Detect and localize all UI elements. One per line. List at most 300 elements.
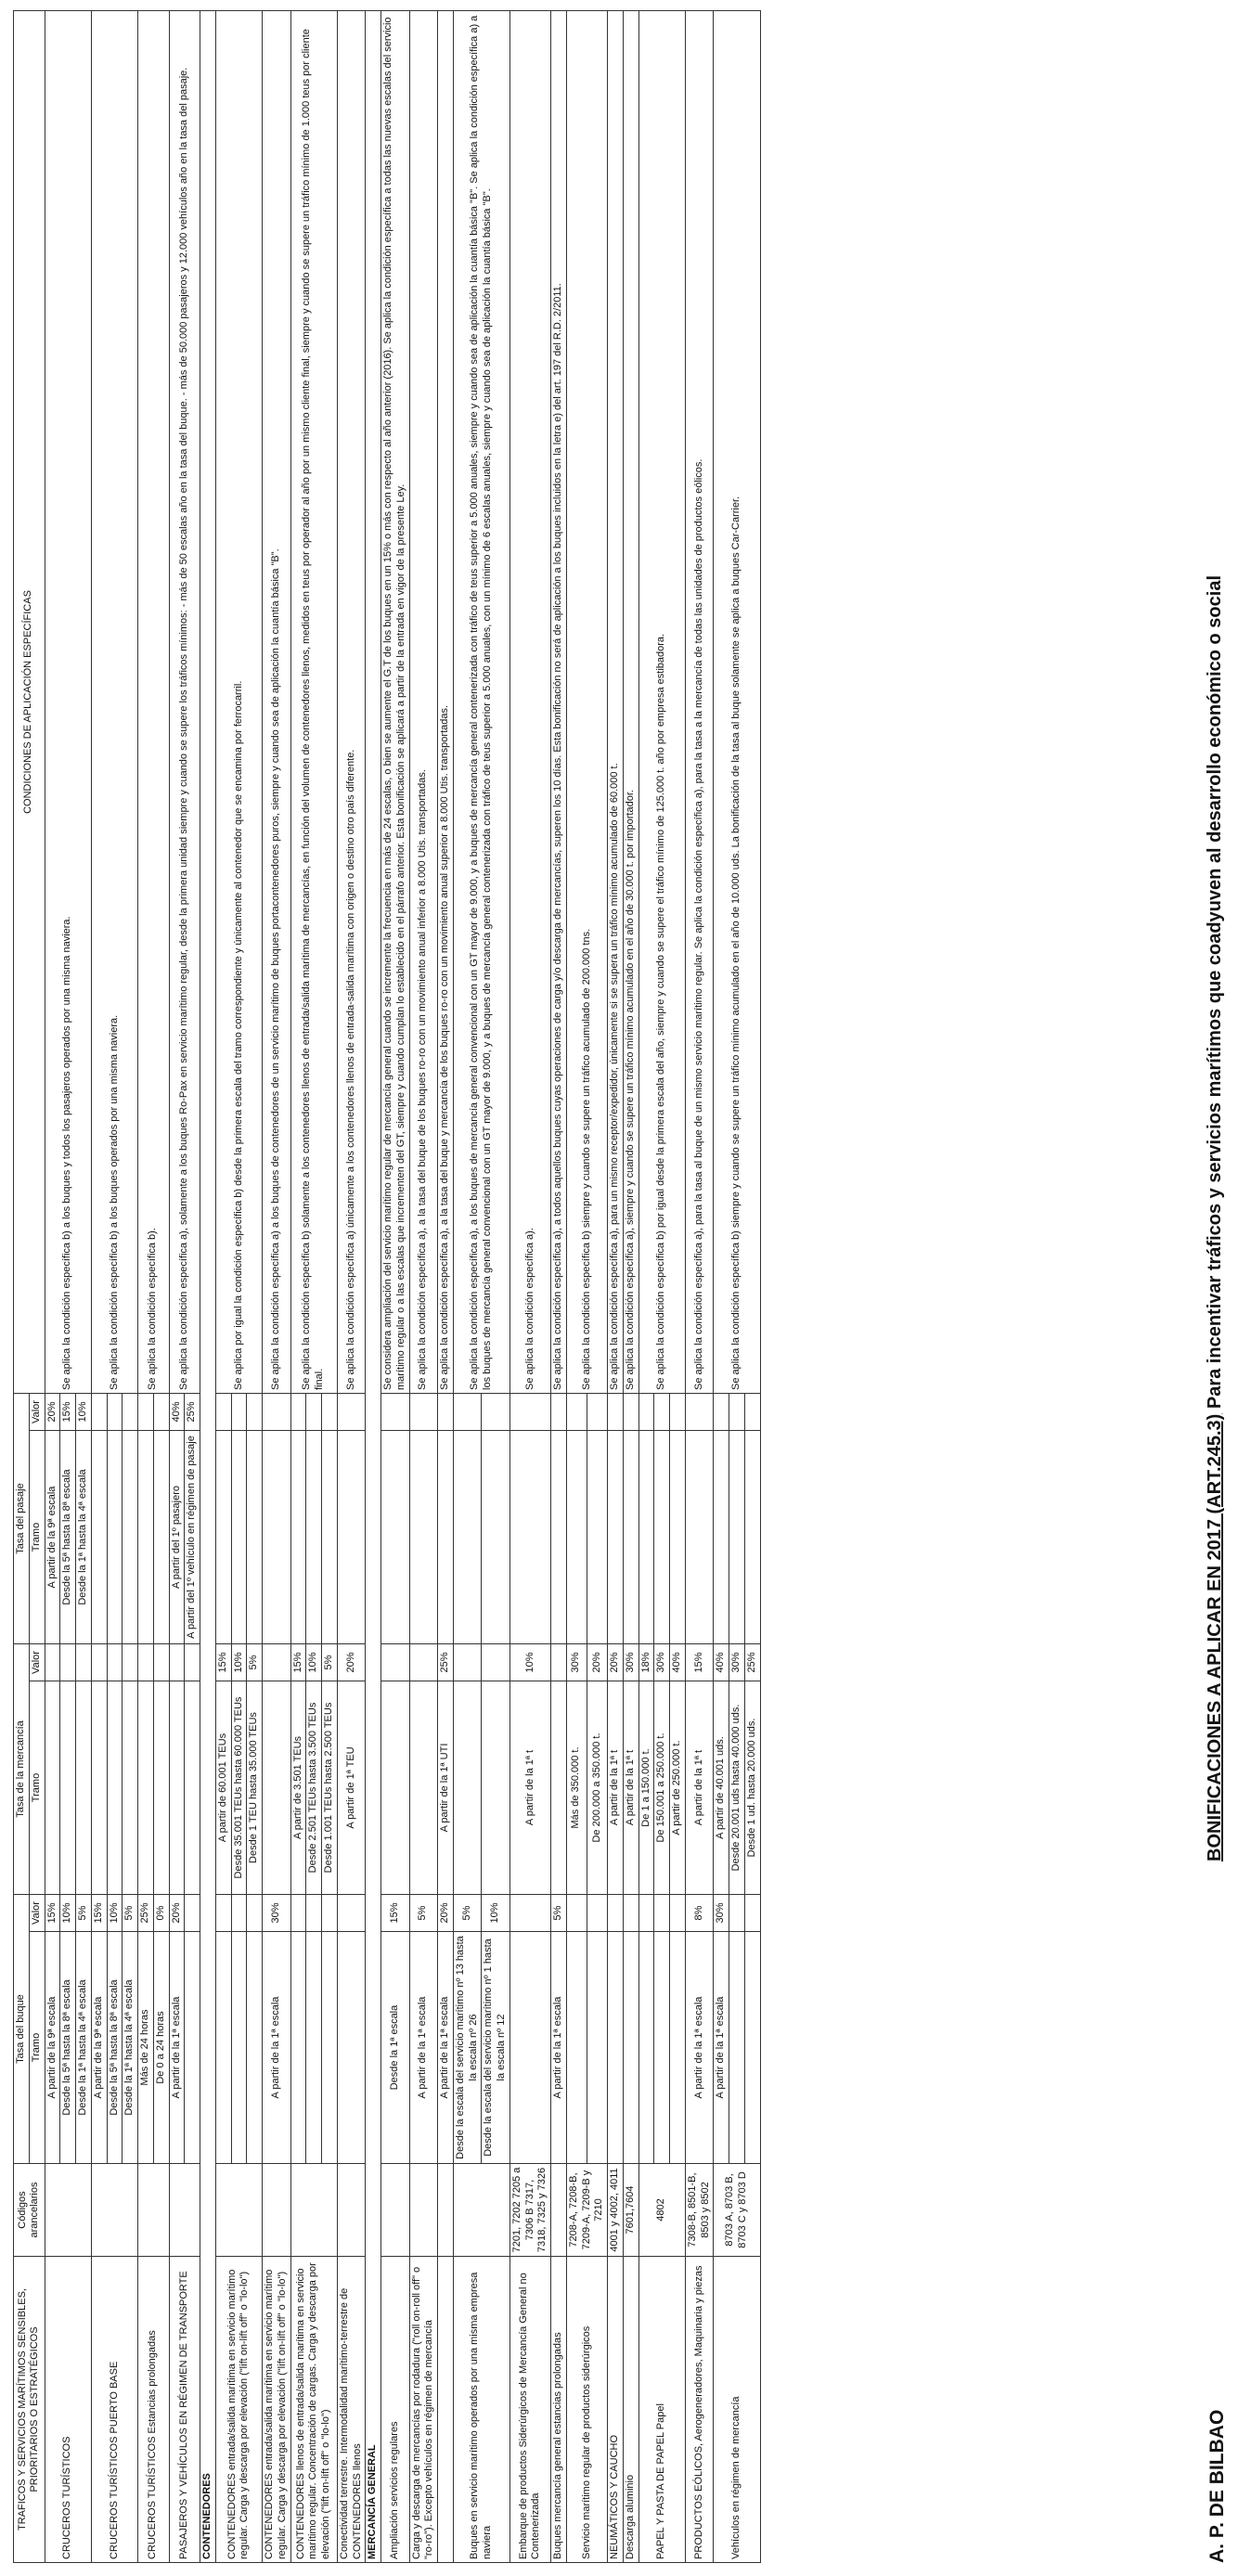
goods-tramo: Desde 20.001 uds hasta 40.000 uds. <box>729 1681 745 1895</box>
table-row <box>566 10 587 2562</box>
col-ship-fee: Tasa del buque <box>14 1895 30 2164</box>
ship-valor-empty <box>247 1895 263 1932</box>
table-row <box>45 10 60 2562</box>
goods-tramo: A partir de la 1ª t <box>509 1681 550 1895</box>
conditions-text: Se aplica la condición específica b) a los buques operados por una misma naviera. <box>91 10 137 1393</box>
table-row <box>623 10 638 2562</box>
ship-tramo: A partir de la 1ª escala <box>685 1932 714 2164</box>
goods-tramo-empty <box>381 1681 410 1895</box>
table-row <box>453 10 482 2562</box>
ship-tramo: Más de 24 horas <box>138 1932 154 2164</box>
ship-tramo-empty <box>654 1932 670 2164</box>
pass-tramo-empty <box>438 1431 454 1644</box>
goods-tramo-empty <box>263 1681 291 1895</box>
ship-tramo-empty <box>744 1932 760 2164</box>
goods-tramo: A partir de la 1ª t <box>608 1681 624 1895</box>
pass-tramo-empty <box>654 1431 670 1644</box>
ship-tramo-empty <box>322 1932 338 2164</box>
ship-valor: 15% <box>45 1895 60 1932</box>
pass-tramo-empty <box>608 1431 624 1644</box>
goods-valor: 30% <box>566 1644 587 1681</box>
ship-valor: 15% <box>91 1895 107 1932</box>
table-row <box>290 10 306 2562</box>
pass-tramo-header: Tramo <box>29 1431 45 1644</box>
pass-tramo-empty <box>566 1431 587 1644</box>
goods-valor-empty <box>263 1644 291 1681</box>
goods-tramo-empty <box>138 1681 154 1895</box>
goods-valor: 10% <box>231 1644 247 1681</box>
pass-tramo: A partir del 1º vehículo en régimen de pasaje <box>185 1431 200 1644</box>
ship-tramo-empty <box>608 1932 624 2164</box>
traffic-name: Buques mercancía general estancias prolongadas <box>551 2257 567 2563</box>
pass-valor-empty <box>729 1393 745 1430</box>
tariff-codes <box>337 2164 366 2257</box>
goods-valor: 40% <box>670 1644 686 1681</box>
pass-valor-empty <box>509 1393 550 1430</box>
pass-valor-empty <box>306 1393 322 1430</box>
col-codes: Códigos arancelarios <box>14 2164 45 2257</box>
tariff-codes <box>453 2164 509 2257</box>
goods-valor: 15% <box>685 1644 714 1681</box>
goods-valor: 25% <box>744 1644 760 1681</box>
goods-tramo-empty <box>551 1681 567 1895</box>
pass-valor-empty <box>482 1393 510 1430</box>
conditions-text: Se aplica la condición específica a), para un mismo receptor/expedidor, únicamente si se supera un tráfico mínimo acumulado de 60.000 t. <box>608 10 624 1393</box>
ship-valor: 15% <box>381 1895 410 1932</box>
pass-valor-header: Valor <box>29 1393 45 1430</box>
goods-tramo: Más de 350.000 t. <box>566 1681 587 1895</box>
ship-tramo: Desde la 1ª hasta la 4ª escala <box>123 1932 138 2164</box>
goods-tramo-empty <box>482 1681 510 1895</box>
tariff-codes <box>215 2164 262 2257</box>
goods-tramo: A partir de la 1ª t <box>685 1681 714 1895</box>
conditions-text: Se aplica la condición específica a), a la tasa del buque y mercancía de los buques ro-ro con un movimiento anual superior a 8.000 Utis. transportadas. <box>438 10 454 1393</box>
ship-tramo-empty <box>587 1932 607 2164</box>
pass-valor-empty <box>587 1393 607 1430</box>
tariff-codes: 7208-A, 7208-B, 7209-A, 7209-B y 7210 <box>566 2164 607 2257</box>
goods-valor-empty <box>381 1644 410 1681</box>
pass-tramo-empty <box>107 1431 123 1644</box>
tariff-codes: 4802 <box>638 2164 685 2257</box>
goods-valor-empty <box>409 1644 438 1681</box>
conditions-text: Se aplica la condición específica a), para la tasa al buque de un mismo servicio marítimo regular. Se aplica la condición específica a), para la tasa a la mercancía de todas las unidades de productos eólicos. <box>685 10 714 1393</box>
col-goods-fee: Tasa de la mercancía <box>14 1644 30 1895</box>
pass-tramo-empty <box>729 1431 745 1644</box>
table-row <box>714 10 729 2562</box>
goods-tramo: A partir de la 1ª UTI <box>438 1681 454 1895</box>
pass-tramo-empty <box>587 1431 607 1644</box>
page-org-title: A. P. DE BILBAO <box>1206 2409 1228 2563</box>
tariff-codes: 8703 A, 8703 B, 8703 C y 8703 D <box>714 2164 760 2257</box>
goods-tramo: A partir de 3.501 TEUs <box>290 1681 306 1895</box>
title-suffix: Para incentivar tráficos y servicios marítimos que coadyuven al desarrollo económico o social <box>1205 574 1225 1414</box>
pass-valor-empty <box>638 1393 654 1430</box>
goods-tramo-empty <box>76 1681 92 1895</box>
pass-valor: 20% <box>45 1393 60 1430</box>
ship-valor-header: Valor <box>29 1895 45 1932</box>
pass-valor-empty <box>215 1393 231 1430</box>
ship-tramo-empty <box>215 1932 231 2164</box>
goods-tramo-empty <box>169 1681 185 1895</box>
ship-tramo: Desde la 5ª hasta la 8ª escala <box>107 1932 123 2164</box>
pass-tramo-empty <box>123 1431 138 1644</box>
pass-tramo-empty <box>685 1431 714 1644</box>
pass-tramo-empty <box>623 1431 638 1644</box>
table-row <box>215 10 231 2562</box>
tariff-codes: 7201, 7202 7205 a 7306 B 7317, 7318, 7325 y 7326 <box>509 2164 550 2257</box>
pass-valor: 10% <box>76 1393 92 1430</box>
pass-tramo-empty <box>322 1431 338 1644</box>
pass-tramo-empty <box>138 1431 154 1644</box>
ship-tramo: A partir de la 1ª escala <box>169 1932 185 2164</box>
goods-tramo: A partir de 1ª TEU <box>337 1681 366 1895</box>
traffic-name: PRODUCTOS EÓLICOS, Aerogeneradores, Maquinaria y piezas <box>685 2257 714 2563</box>
conditions-text: Se aplica la condición específica a). <box>509 10 550 1393</box>
ship-valor-empty <box>587 1895 607 1932</box>
goods-tramo-header: Tramo <box>29 1681 45 1895</box>
table-row <box>91 10 107 2562</box>
table-row <box>638 10 654 2562</box>
ship-tramo: Desde la escala del servicio marítimo nº 13 hasta la escala nº 26 <box>453 1932 482 2164</box>
traffic-name: NEUMÁTICOS Y CAUCHO <box>608 2257 624 2563</box>
pass-valor-empty <box>438 1393 454 1430</box>
traffic-name <box>438 2257 454 2563</box>
pass-valor-empty <box>381 1393 410 1430</box>
pass-tramo-empty <box>215 1431 231 1644</box>
section-label: CONTENEDORES <box>200 10 216 2562</box>
ship-valor: 10% <box>482 1895 510 1932</box>
goods-valor-empty <box>138 1644 154 1681</box>
ship-valor: 10% <box>107 1895 123 1932</box>
table-row <box>685 10 714 2562</box>
ship-tramo-empty <box>290 1932 306 2164</box>
goods-valor-empty <box>185 1644 200 1681</box>
conditions-text: Se aplica la condición específica a) únicamente a los contenedores llenos de entrada-salida marítima con origen o destino otro país diferente. <box>337 10 366 1393</box>
ship-valor-empty <box>215 1895 231 1932</box>
conditions-text: Se aplica la condición específica a) a los buques de contenedores de un servicio marítimo de buques portacontenedores puros, siempre y cuando sea de aplicación la cuantía básica "B". <box>263 10 291 1393</box>
traffic-name: CRUCEROS TURÍSTICOS PUERTO BASE <box>91 2257 137 2563</box>
pass-valor: 25% <box>185 1393 200 1430</box>
traffic-name: PAPEL Y PASTA DE PAPEL Papel <box>638 2257 685 2563</box>
pass-tramo-empty <box>744 1431 760 1644</box>
tariff-codes <box>409 2164 438 2257</box>
goods-valor: 30% <box>654 1644 670 1681</box>
pass-valor-empty <box>290 1393 306 1430</box>
pass-valor-empty <box>123 1393 138 1430</box>
goods-valor-empty <box>76 1644 92 1681</box>
pass-tramo-empty <box>551 1431 567 1644</box>
pass-valor-empty <box>608 1393 624 1430</box>
pass-valor-empty <box>107 1393 123 1430</box>
goods-valor: 5% <box>247 1644 263 1681</box>
table-row <box>138 10 154 2562</box>
pass-valor: 40% <box>169 1393 185 1430</box>
traffic-name: Conectividad terrestre. Intermodalidad marítimo-terrestre de CONTENEDORES llenos <box>337 2257 366 2563</box>
goods-valor: 20% <box>608 1644 624 1681</box>
traffic-name: Carga y descarga de mercancías por rodadura ("roll on-roll off" o "ro-ro"). Excepto vehículos en régimen de mercancía <box>409 2257 438 2563</box>
conditions-text: Se aplica por igual la condición específica b) desde la primera escala del tramo correspondiente y únicamente al contenedor que se encamina por ferrocarril. <box>215 10 262 1393</box>
pass-valor-empty <box>714 1393 729 1430</box>
goods-tramo-empty <box>45 1681 60 1895</box>
ship-valor: 30% <box>263 1895 291 1932</box>
goods-tramo: Desde 1 ud. hasta 20.000 uds. <box>744 1681 760 1895</box>
goods-valor: 30% <box>623 1644 638 1681</box>
goods-tramo: De 200.000 a 350.000 t. <box>587 1681 607 1895</box>
goods-tramo: Desde 2.501 TEUs hasta 3.500 TEUs <box>306 1681 322 1895</box>
tariff-codes: 7308-B, 8501-B, 8503 y 8502 <box>685 2164 714 2257</box>
table-row <box>509 10 550 2562</box>
table-row <box>409 10 438 2562</box>
pass-tramo-empty <box>153 1431 169 1644</box>
conditions-text: Se aplica la condición específica b) a los buques y todos los pasajeros operados por una misma naviera. <box>45 10 91 1393</box>
ship-valor: 5% <box>123 1895 138 1932</box>
pass-tramo-empty <box>453 1431 482 1644</box>
ship-tramo-empty <box>185 1932 200 2164</box>
conditions-text: Se aplica la condición específica b). <box>138 10 170 1393</box>
goods-tramo: De 1 a 150.000 t. <box>638 1681 654 1895</box>
goods-valor: 10% <box>306 1644 322 1681</box>
goods-tramo: Desde 35.001 TEUs hasta 60.000 TEUs <box>231 1681 247 1895</box>
goods-valor: 15% <box>215 1644 231 1681</box>
tariff-codes <box>381 2164 410 2257</box>
goods-valor-empty <box>60 1644 76 1681</box>
ship-tramo-empty <box>337 1932 366 2164</box>
pass-valor-empty <box>654 1393 670 1430</box>
ship-valor-empty <box>306 1895 322 1932</box>
section-row <box>200 10 216 2562</box>
document-title <box>1205 575 1226 1861</box>
conditions-text: Se aplica la condición específica a), a todos aquellos buques cuyas operaciones de carga y/o descarga de mercancías, superen los 10 días. Esta bonificación no será de aplicación a los buques incluidos en la letra e) del art. 197 del R.D. 2/2011. <box>551 10 567 1393</box>
ship-tramo-empty <box>566 1932 587 2164</box>
goods-tramo: De 150.001 a 250.000 t. <box>654 1681 670 1895</box>
traffic-name: Ampliación servicios regulares <box>381 2257 410 2563</box>
goods-tramo-empty <box>453 1681 482 1895</box>
table-row <box>551 10 567 2562</box>
goods-tramo-empty <box>123 1681 138 1895</box>
ship-tramo: Desde la 1ª escala <box>381 1932 410 2164</box>
ship-valor-empty <box>509 1895 550 1932</box>
traffic-name: PASAJEROS Y VEHÍCULOS EN RÉGIMEN DE TRANSPORTE <box>169 2257 200 2563</box>
pass-tramo-empty <box>337 1431 366 1644</box>
tariff-codes <box>290 2164 337 2257</box>
tariff-codes <box>551 2164 567 2257</box>
bonificaciones-table <box>13 10 761 2563</box>
traffic-name: CONTENEDORES llenos de entrada/salida marítima en servicio marítimo regular. Concentración de cargas. Carga y descarga por elevación ("lift on-lift off" o "lo-lo") <box>290 2257 337 2563</box>
ship-tramo-empty <box>623 1932 638 2164</box>
tariff-codes <box>91 2164 137 2257</box>
pass-tramo: Desde la 5ª hasta la 8ª escala <box>60 1431 76 1644</box>
goods-valor: 18% <box>638 1644 654 1681</box>
ship-valor: 10% <box>60 1895 76 1932</box>
ship-tramo-empty <box>247 1932 263 2164</box>
pass-valor-empty <box>670 1393 686 1430</box>
goods-tramo: A partir de 60.001 TEUs <box>215 1681 231 1895</box>
col-conditions: CONDICIONES DE APLICACIÓN ESPECÍFICAS <box>14 10 45 1393</box>
ship-valor-empty <box>638 1895 654 1932</box>
goods-valor: 5% <box>322 1644 338 1681</box>
pass-tramo-empty <box>306 1431 322 1644</box>
goods-tramo-empty <box>409 1681 438 1895</box>
traffic-name: Vehículos en régimen de mercancía <box>714 2257 760 2563</box>
pass-valor: 15% <box>60 1393 76 1430</box>
pass-valor-empty <box>744 1393 760 1430</box>
goods-tramo-empty <box>185 1681 200 1895</box>
goods-valor-header: Valor <box>29 1644 45 1681</box>
tariff-codes: 7601,7604 <box>623 2164 638 2257</box>
traffic-name: CRUCEROS TURÍSTICOS Estancias prolongadas <box>138 2257 170 2563</box>
pass-tramo-empty <box>638 1431 654 1644</box>
ship-valor: 20% <box>169 1895 185 1932</box>
tariff-codes <box>169 2164 200 2257</box>
tariff-codes <box>138 2164 170 2257</box>
ship-tramo: A partir de la 1ª escala <box>438 1932 454 2164</box>
ship-valor: 0% <box>153 1895 169 1932</box>
goods-valor: 40% <box>714 1644 729 1681</box>
goods-tramo-empty <box>153 1681 169 1895</box>
goods-valor-empty <box>453 1644 482 1681</box>
pass-tramo-empty <box>290 1431 306 1644</box>
ship-tramo: A partir de la 9ª escala <box>91 1932 107 2164</box>
pass-valor-empty <box>231 1393 247 1430</box>
ship-valor-empty <box>729 1895 745 1932</box>
pass-valor-empty <box>153 1393 169 1430</box>
table-row <box>169 10 185 2562</box>
traffic-name: Servicio marítimo regular de productos siderúrgicos <box>566 2257 607 2563</box>
pass-tramo-empty <box>247 1431 263 1644</box>
pass-valor-empty <box>337 1393 366 1430</box>
traffic-name: CONTENEDORES entrada/salida marítima en servicio marítimo regular. Carga y descarga por elevación ("lift on-lift off" o "lo-lo") <box>263 2257 291 2563</box>
pass-tramo-empty <box>409 1431 438 1644</box>
table-row <box>337 10 366 2562</box>
ship-tramo-empty <box>638 1932 654 2164</box>
ship-tramo: A partir de la 9ª escala <box>45 1932 60 2164</box>
ship-tramo-empty <box>306 1932 322 2164</box>
goods-tramo: A partir de la 1ª t <box>623 1681 638 1895</box>
pass-valor-empty <box>566 1393 587 1430</box>
ship-tramo: A partir de la 1ª escala <box>714 1932 729 2164</box>
pass-tramo-empty <box>482 1431 510 1644</box>
ship-valor: 5% <box>453 1895 482 1932</box>
pass-valor-empty <box>685 1393 714 1430</box>
pass-valor-empty <box>409 1393 438 1430</box>
ship-valor-empty <box>670 1895 686 1932</box>
ship-tramo: Desde la 5ª hasta la 8ª escala <box>60 1932 76 2164</box>
pass-tramo: A partir de la 9ª escala <box>45 1431 60 1644</box>
goods-valor-empty <box>91 1644 107 1681</box>
ship-tramo: A partir de la 1ª escala <box>263 1932 291 2164</box>
goods-valor-empty <box>551 1644 567 1681</box>
pass-valor-empty <box>247 1393 263 1430</box>
goods-valor-empty <box>482 1644 510 1681</box>
pass-valor-empty <box>138 1393 154 1430</box>
ship-tramo: De 0 a 24 horas <box>153 1932 169 2164</box>
pass-valor-empty <box>623 1393 638 1430</box>
pass-tramo: Desde la 1ª hasta la 4ª escala <box>76 1431 92 1644</box>
goods-valor: 15% <box>290 1644 306 1681</box>
goods-valor-empty <box>45 1644 60 1681</box>
ship-valor-empty <box>654 1895 670 1932</box>
ship-valor: 8% <box>685 1895 714 1932</box>
table-body <box>45 10 760 2562</box>
ship-valor-empty <box>623 1895 638 1932</box>
goods-tramo: Desde 1.001 TEUs hasta 2.500 TEUs <box>322 1681 338 1895</box>
ship-valor-empty <box>337 1895 366 1932</box>
goods-valor: 10% <box>509 1644 550 1681</box>
ship-valor-empty <box>231 1895 247 1932</box>
ship-tramo-header: Tramo <box>29 1932 45 2164</box>
ship-tramo-empty <box>670 1932 686 2164</box>
ship-tramo-empty <box>729 1932 745 2164</box>
traffic-name: Buques en servicio marítimo operados por una misma empresa naviera <box>453 2257 509 2563</box>
section-label: MERCANCÍA GENERAL <box>366 10 381 2562</box>
pass-tramo-empty <box>670 1431 686 1644</box>
tariff-codes: 4001 y 4002, 4011 <box>608 2164 624 2257</box>
goods-valor-empty <box>169 1644 185 1681</box>
ship-valor: 25% <box>138 1895 154 1932</box>
table-row <box>438 10 454 2562</box>
goods-valor-empty <box>123 1644 138 1681</box>
pass-tramo-empty <box>714 1431 729 1644</box>
ship-valor: 5% <box>551 1895 567 1932</box>
pass-valor-empty <box>322 1393 338 1430</box>
tariff-codes <box>45 2164 91 2257</box>
goods-valor-empty <box>107 1644 123 1681</box>
tariff-codes <box>438 2164 454 2257</box>
conditions-text: Se aplica la condición específica b) siempre y cuando se supere un tráfico mínimo acumulado en el año de 10.000 uds. La bonificación de la tasa al buque solamente se aplica a buques Car-Carrier. <box>714 10 760 1393</box>
title-prefix: BONIFICACIONES A APLICAR EN 2017 (ART.245.3) <box>1205 1413 1225 1861</box>
ship-tramo-empty <box>231 1932 247 2164</box>
goods-valor: 20% <box>337 1644 366 1681</box>
goods-tramo-empty <box>107 1681 123 1895</box>
section-row <box>366 10 381 2562</box>
ship-valor: 30% <box>714 1895 729 1932</box>
ship-tramo-empty <box>509 1932 550 2164</box>
table-row <box>608 10 624 2562</box>
goods-tramo-empty <box>91 1681 107 1895</box>
ship-valor-empty <box>322 1895 338 1932</box>
ship-valor-empty <box>608 1895 624 1932</box>
conditions-text: Se considera ampliación del servicio marítimo regular de mercancía general cuando se incremente la frecuencia en más de 24 escalas, o bien se aumente el G.T de los buques en un 15% o más con respecto al año anterior (2016). Se aplica la condición específica a todas las nuevas escalas del servicio marítimo regular o a las escalas que incrementen del GT, siempre y cuando cumplan lo establecido en el párrafo anterior. Esta bonificación se aplicará a partir de la entrada en vigor de la presente Ley. <box>381 10 410 1393</box>
conditions-text: Se aplica la condición específica b) por igual desde la primera escala del año, siempre y cuando se supere el tráfico mínimo de 125.000 t. año por empresa estibadora. <box>638 10 685 1393</box>
traffic-name: Descarga aluminio <box>623 2257 638 2563</box>
pass-tramo-empty <box>91 1431 107 1644</box>
pass-valor-empty <box>551 1393 567 1430</box>
ship-tramo: Desde la escala del servicio marítimo nº 1 hasta la escala nº 12 <box>482 1932 510 2164</box>
ship-tramo: A partir de la 1ª escala <box>551 1932 567 2164</box>
traffic-name: CONTENEDORES entrada/salida marítima en servicio marítimo regular. Carga y descarga por elevación ("lift on-lift off" o "lo-lo") <box>215 2257 262 2563</box>
goods-valor: 20% <box>587 1644 607 1681</box>
pass-valor-empty <box>91 1393 107 1430</box>
ship-tramo: A partir de la 1ª escala <box>409 1932 438 2164</box>
pass-tramo-empty <box>263 1431 291 1644</box>
goods-valor: 25% <box>438 1644 454 1681</box>
pass-tramo-empty <box>381 1431 410 1644</box>
table-row <box>381 10 410 2562</box>
conditions-text: Se aplica la condición específica a), a la tasa del buque de los buques ro-ro con un movimiento anual inferior a 8.000 Utis. transportadas. <box>409 10 438 1393</box>
tariff-codes <box>263 2164 291 2257</box>
ship-valor-empty <box>566 1895 587 1932</box>
ship-valor-empty <box>744 1895 760 1932</box>
traffic-name: CRUCEROS TURÍSTICOS <box>45 2257 91 2563</box>
conditions-text: Se aplica la condición específica a), solamente a los buques Ro-Pax en servicio marítimo regular, desde la primera unidad siempre y cuando se supere los tráficos mínimos: - más de 50 escalas año en la tasa del buque. - más de 50.000 pasajeros y 12.000 vehículos año en la tasa del pasaje. <box>169 10 200 1393</box>
goods-valor-empty <box>153 1644 169 1681</box>
ship-valor-empty <box>290 1895 306 1932</box>
col-traffic: TRAFICOS Y SERVICIOS MARÍTIMOS SENSIBLES, PRIORITARIOS O ESTRATÉGICOS <box>14 2257 45 2563</box>
conditions-text: Se aplica la condición específica b) solamente a los contenedores llenos de entrada/salida marítima de mercancías, en función del volumen de contenedores llenos, medidos en teus por operador al año por un mismo cliente final, siempre y cuando se supere un tráfico mínimo de 1.000 teus por cliente final. <box>290 10 337 1393</box>
ship-valor: 5% <box>409 1895 438 1932</box>
ship-valor: 20% <box>438 1895 454 1932</box>
goods-tramo: A partir de 250.000 t. <box>670 1681 686 1895</box>
